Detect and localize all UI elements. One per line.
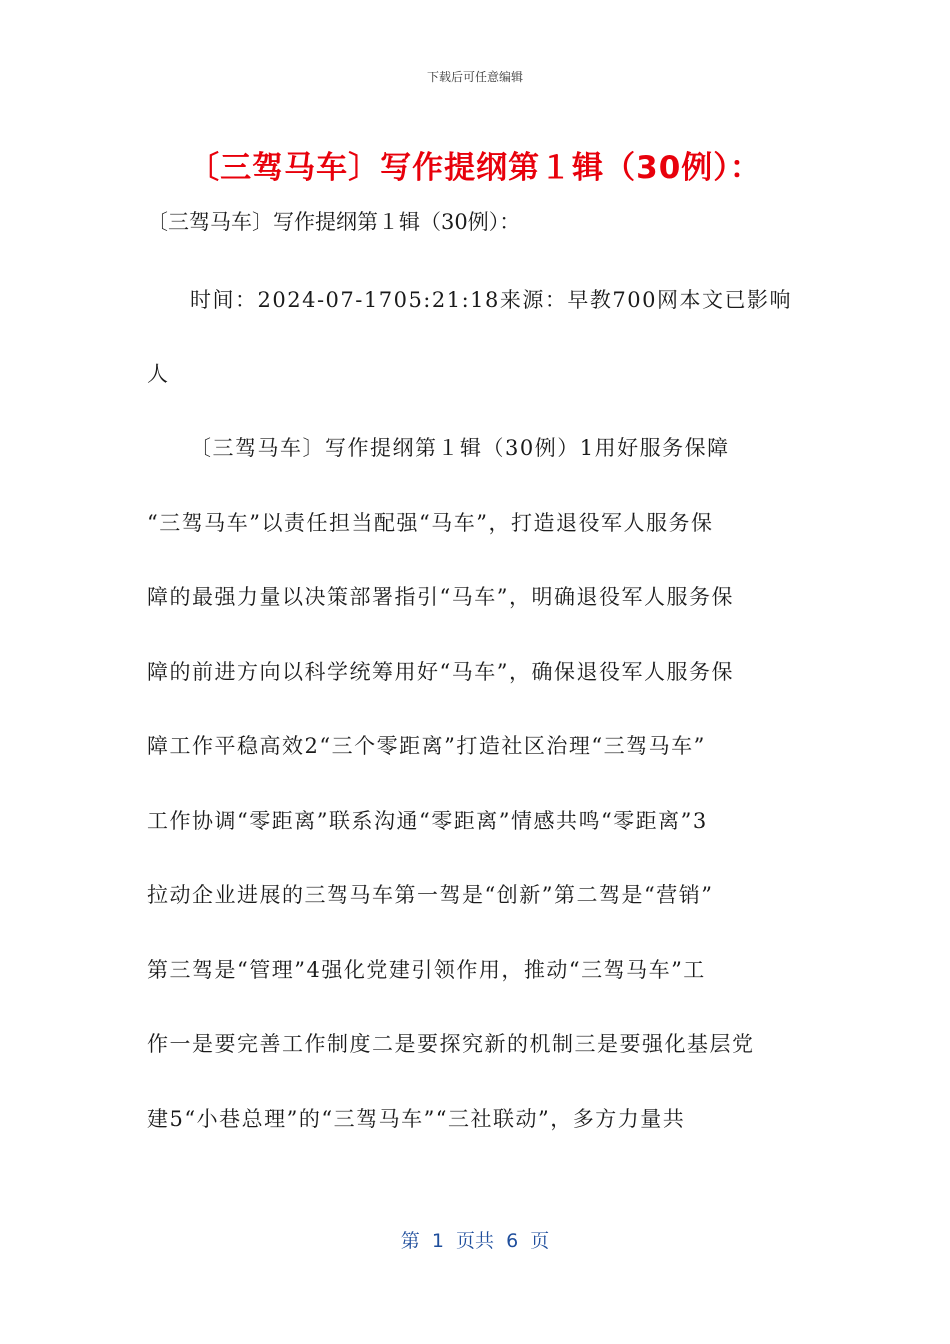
body-line: 拉动企业进展的三驾马车第一驾是“创新”第二驾是“营销”: [147, 883, 714, 907]
body-line: 第三驾是“管理”4强化党建引领作用，推动“三驾马车”工: [147, 958, 706, 982]
meta-line-continued: 人: [147, 362, 170, 386]
body-line: “三驾马车”以责任担当配强“马车”，打造退役军人服务保: [147, 511, 714, 535]
body-line: 工作协调“零距离”联系沟通“零距离”情感共鸣“零距离”3: [147, 809, 708, 833]
body-line: 建5“小巷总理”的“三驾马车”“三社联动”，多方力量共: [147, 1107, 686, 1131]
subtitle: 〔三驾马车〕写作提纲第１辑（30例）：: [147, 210, 521, 234]
body-line: 障的最强力量以决策部署指引“马车”，明确退役军人服务保: [147, 585, 734, 609]
body-line: 障的前进方向以科学统筹用好“马车”，确保退役军人服务保: [147, 660, 734, 684]
page-footer: 第 1 页共 6 页: [400, 1230, 550, 1252]
body-line: 障工作平稳高效2“三个零距离”打造社区治理“三驾马车”: [147, 734, 706, 758]
body-line: 〔三驾马车〕写作提纲第１辑（30例）1用好服务保障: [190, 436, 730, 460]
meta-line: 时间：2024-07-1705:21:18来源：早教700网本文已影响: [190, 288, 792, 312]
header-note: 下载后可任意编辑: [426, 70, 523, 84]
document-title: 〔三驾马车〕写作提纲第１辑（30例）：: [188, 150, 762, 186]
body-line: 作一是要完善工作制度二是要探究新的机制三是要强化基层党: [147, 1032, 755, 1056]
